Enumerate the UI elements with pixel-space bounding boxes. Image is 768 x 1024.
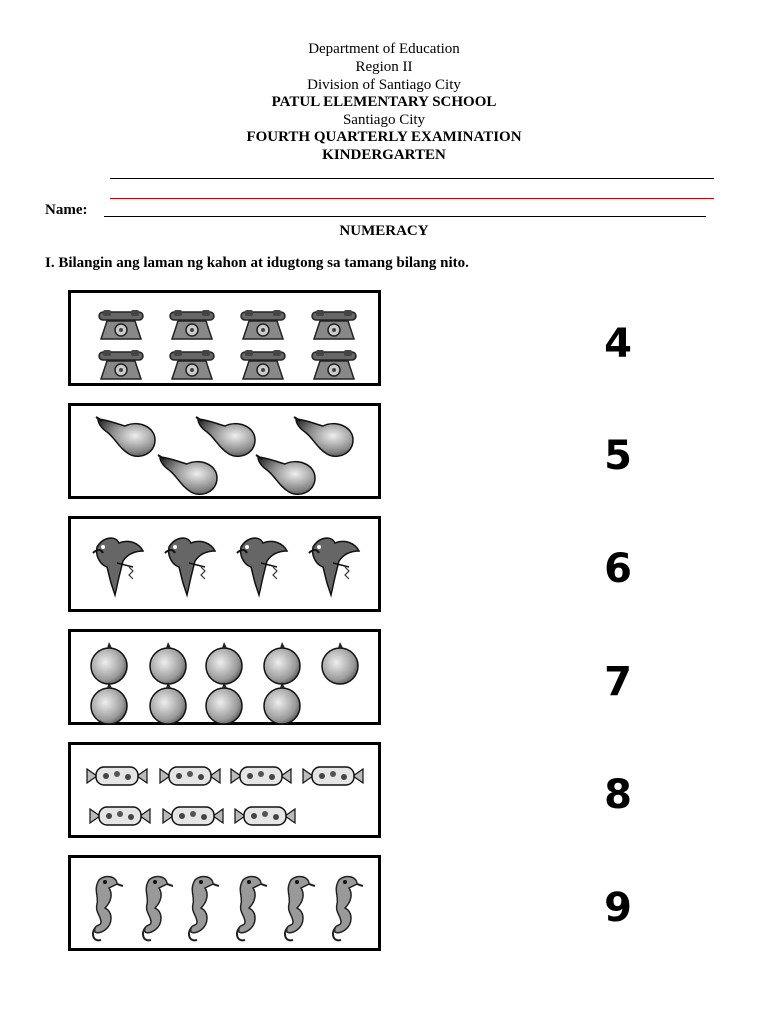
candy-icon bbox=[88, 803, 152, 834]
telephone-icon bbox=[168, 309, 216, 346]
answer-number-7[interactable]: 7 bbox=[604, 659, 632, 705]
seahorse-icon bbox=[83, 872, 123, 949]
name-label: Name: bbox=[45, 202, 88, 218]
telephone-icon bbox=[239, 349, 287, 386]
seahorse-icon bbox=[323, 872, 363, 949]
picture-box-parrots[interactable] bbox=[68, 516, 381, 612]
orange-icon bbox=[261, 680, 303, 731]
candy-icon bbox=[233, 803, 297, 834]
parrot-icon bbox=[89, 533, 145, 604]
answer-number-9[interactable]: 9 bbox=[604, 885, 632, 931]
answer-number-5[interactable]: 5 bbox=[604, 433, 632, 479]
orange-icon bbox=[319, 640, 361, 691]
telephone-icon bbox=[97, 349, 145, 386]
orange-icon bbox=[203, 680, 245, 731]
candy-icon bbox=[301, 763, 365, 794]
pear-icon bbox=[95, 414, 157, 465]
header-region: Region II bbox=[355, 59, 413, 75]
header-school: PATUL ELEMENTARY SCHOOL bbox=[271, 94, 497, 110]
picture-box-candies[interactable] bbox=[68, 742, 381, 838]
orange-icon bbox=[147, 680, 189, 731]
seahorse-icon bbox=[179, 872, 219, 949]
answer-number-4[interactable]: 4 bbox=[604, 321, 632, 367]
telephone-icon bbox=[97, 309, 145, 346]
telephone-icon bbox=[310, 349, 358, 386]
parrot-icon bbox=[161, 533, 217, 604]
picture-box-oranges[interactable] bbox=[68, 629, 381, 725]
seahorse-icon bbox=[133, 872, 173, 949]
name-answer-line[interactable] bbox=[104, 216, 706, 217]
pear-icon bbox=[255, 452, 317, 503]
header-exam: FOURTH QUARTERLY EXAMINATION bbox=[246, 129, 522, 145]
answer-number-8[interactable]: 8 bbox=[604, 772, 632, 818]
telephone-icon bbox=[310, 309, 358, 346]
header-grade: KINDERGARTEN bbox=[322, 147, 446, 163]
parrot-icon bbox=[233, 533, 289, 604]
instruction-text: I. Bilangin ang laman ng kahon at idugtong sa tamang bilang nito. bbox=[45, 255, 469, 271]
seahorse-icon bbox=[275, 872, 315, 949]
header-rule-red bbox=[110, 198, 714, 199]
pear-icon bbox=[157, 452, 219, 503]
candy-icon bbox=[161, 803, 225, 834]
header-city: Santiago City bbox=[342, 112, 426, 128]
candy-icon bbox=[229, 763, 293, 794]
picture-box-seahorses[interactable] bbox=[68, 855, 381, 951]
orange-icon bbox=[88, 680, 130, 731]
parrot-icon bbox=[305, 533, 361, 604]
candy-icon bbox=[85, 763, 149, 794]
picture-box-pears[interactable] bbox=[68, 403, 381, 499]
telephone-icon bbox=[168, 349, 216, 386]
header-division: Division of Santiago City bbox=[307, 77, 461, 93]
candy-icon bbox=[158, 763, 222, 794]
telephone-icon bbox=[239, 309, 287, 346]
header-rule-black bbox=[110, 178, 714, 179]
subject-title: NUMERACY bbox=[339, 223, 429, 239]
answer-number-6[interactable]: 6 bbox=[604, 546, 632, 592]
seahorse-icon bbox=[227, 872, 267, 949]
picture-box-telephones[interactable] bbox=[68, 290, 381, 386]
header-department: Department of Education bbox=[308, 41, 460, 57]
